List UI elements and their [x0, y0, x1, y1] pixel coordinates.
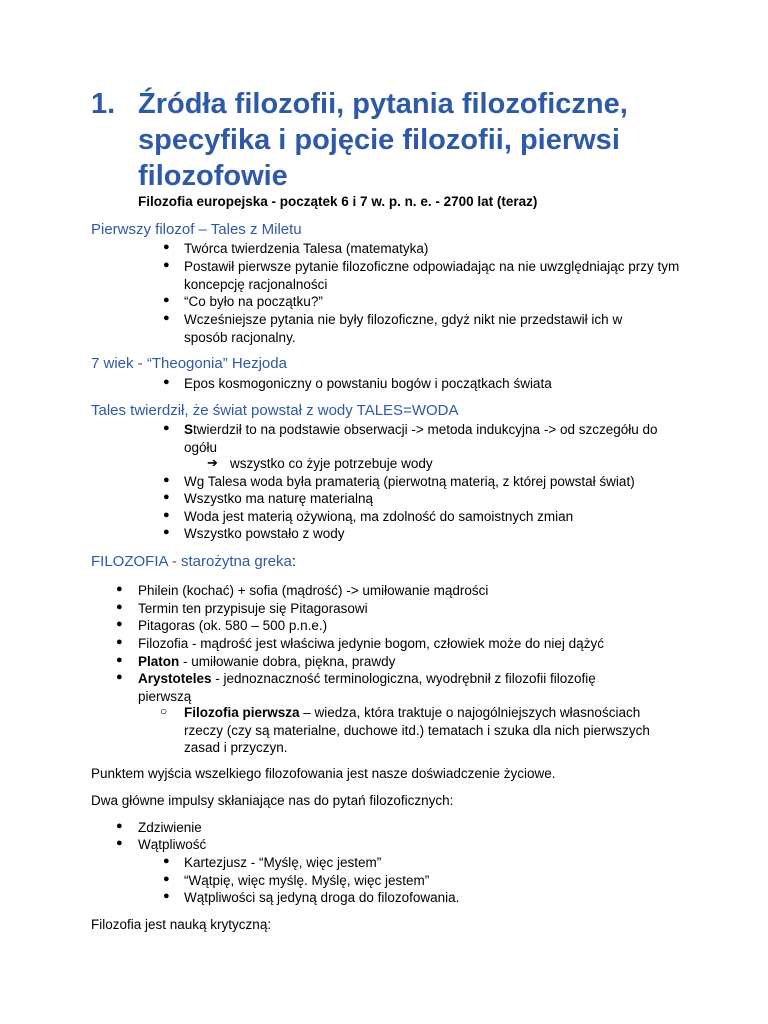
list-item-arystoteles [138, 670, 638, 705]
title-number: 1. [91, 88, 116, 120]
sub-list-item [184, 704, 679, 757]
bullet-icon: ● [163, 422, 170, 434]
list-item: Wszystko ma naturę materialną [184, 491, 374, 506]
bullet-icon: ● [163, 855, 170, 867]
heading-colon: : [291, 553, 297, 570]
subtitle: Filozofia europejska - początek 6 i 7 w. p. n. e. - 2700 lat (teraz) [138, 194, 538, 209]
list-item: Zdziwienie [138, 820, 202, 835]
list-item-platon [138, 653, 698, 671]
hollow-bullet-icon: ○ [160, 704, 168, 718]
arrow-right-icon: ➔ [207, 455, 218, 470]
list-item: “Wątpię, więc myślę. Myślę, więc jestem” [184, 873, 430, 888]
bullet-icon: ● [163, 376, 170, 388]
bullet-icon: ● [116, 837, 123, 849]
list-item: Philein (kochać) + sofia (mądrość) -> umiłowanie mądrości [138, 583, 489, 598]
paragraph: Filozofia jest nauką krytyczną: [91, 917, 272, 932]
bullet-icon: ● [116, 601, 123, 613]
section-heading-text: FILOZOFIA - starożytna greka [91, 553, 292, 570]
section-heading-hezjod: 7 wiek - “Theogonia” Hezjoda [91, 355, 287, 372]
list-item: Filozofia - mądrość jest właściwa jedynie bogom, człowiek może do niej dążyć [138, 636, 604, 651]
list-item: Twórca twierdzenia Talesa (matematyka) [184, 241, 429, 256]
section-heading-tales: Pierwszy filozof – Tales z Miletu [91, 221, 302, 238]
list-item: Wątpliwość [138, 837, 207, 852]
bullet-icon: ● [116, 820, 123, 832]
paragraph: Dwa główne impulsy skłaniające nas do pytań filozoficznych: [91, 793, 454, 808]
bullet-icon: ● [163, 491, 170, 503]
list-item: Wątpliwości są jedyną droga do filozofowania. [184, 890, 460, 905]
bullet-icon: ● [163, 509, 170, 521]
bullet-icon: ● [163, 890, 170, 902]
bullet-icon: ● [116, 671, 123, 683]
platon-text: - umiłowanie dobra, piękna, prawdy [179, 654, 396, 669]
bullet-icon: ● [116, 618, 123, 630]
arystoteles-label: Arystoteles [138, 671, 212, 686]
bullet-icon: ● [163, 241, 170, 253]
bullet-icon: ● [163, 312, 170, 324]
bullet-icon: ● [163, 873, 170, 885]
title-text: Źródła filozofii, pytania filozoficzne, specyfika i pojęcie filozofii, pierwsi filozofowie [138, 88, 628, 192]
list-item: Epos kosmogoniczny o powstaniu bogów i początkach świata [184, 376, 552, 391]
bullet-icon: ● [163, 526, 170, 538]
list-item: Wcześniejsze pytania nie były filozoficzne, gdyż nikt nie przedstawił ich w sposób racjonalny. [184, 312, 623, 345]
list-item: Woda jest materią ożywioną, ma zdolność do samoistnych zmian [184, 509, 574, 524]
list-item: Termin ten przypisuje się Pitagorasowi [138, 601, 368, 616]
list-item: Wszystko powstało z wody [184, 526, 345, 541]
filozofia-pierwsza-label: Filozofia pierwsza [184, 705, 300, 720]
section-heading-tales-woda: Tales twierdził, że świat powstał z wody TALES=WODA [91, 402, 459, 419]
list-item-text: twierdził to na podstawie obserwacji -> metoda indukcyjna -> od szczegółu do ogółu [184, 422, 658, 455]
list-item: Kartezjusz - “Myślę, więc jestem” [184, 855, 382, 870]
filozofia-pierwsza-text: – wiedza, która traktuje o najogólniejszych własnościach rzeczy (czy są materialne, duchowe itd.) tematach i szuka dla nich pierwszych zasad i przyczyn. [184, 705, 650, 755]
list-item: Pitagoras (ok. 580 – 500 p.n.e.) [138, 618, 328, 633]
bullet-icon: ● [116, 636, 123, 648]
list-item: “Co było na początku?” [184, 294, 323, 309]
list-item: Postawił pierwsze pytanie filozoficzne odpowiadając na nie uwzględniając przy tym koncepcję racjonalności [184, 259, 680, 292]
platon-label: Platon [138, 654, 180, 669]
list-item: Wg Talesa woda była pramaterią (pierwotną materią, z której powstał świat) [184, 474, 635, 489]
arystoteles-text: - jednoznaczność terminologiczna, wyodrębnił z filozofii filozofię pierwszą [138, 671, 596, 704]
paragraph: Punktem wyjścia wszelkiego filozofowania jest nasze doświadczenie życiowe. [91, 766, 556, 781]
bullet-icon: ● [163, 294, 170, 306]
list-item [184, 421, 684, 456]
arrow-list-item: wszystko co żyje potrzebuje wody [230, 456, 433, 471]
list-item-bold-initial: S [184, 422, 194, 437]
bullet-icon: ● [163, 259, 170, 271]
bullet-icon: ● [116, 654, 123, 666]
bullet-icon: ● [116, 583, 123, 595]
bullet-icon: ● [163, 474, 170, 486]
section-heading-filozofia [91, 553, 296, 570]
